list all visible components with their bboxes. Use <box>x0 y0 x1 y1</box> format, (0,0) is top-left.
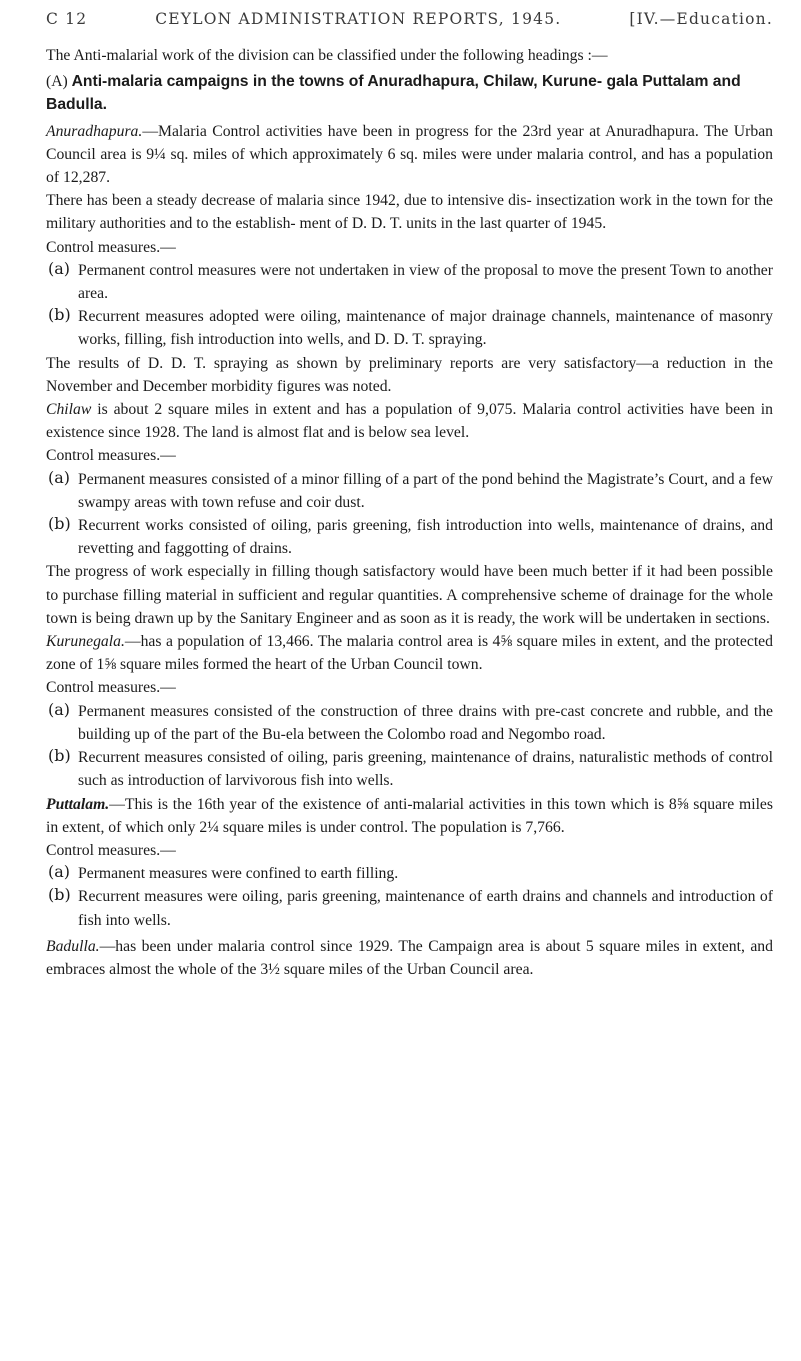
list-item <box>46 862 773 885</box>
section-label: [IV.—Education. <box>629 10 773 28</box>
heading-text: Anti-malaria campaigns in the towns of Anuradhapura, Chilaw, Kurune- gala Puttalam and Badulla. <box>46 73 741 114</box>
item-marker: (b) <box>48 305 71 325</box>
intro-paragraph: The Anti-malarial work of the division can be classified under the following headings :— <box>46 47 608 64</box>
list-item <box>46 700 773 746</box>
anuradhapura-paragraph-2: There has been a steady decrease of malaria since 1942, due to intensive dis- insectization work in the town for the military authorities and to the establish- ment of D. D. T. units in the last quarter of 1945. <box>46 192 773 233</box>
kurunegala-paragraph-1 <box>46 630 773 676</box>
item-marker: (a) <box>48 258 71 278</box>
town-name-chilaw: Chilaw <box>46 401 92 419</box>
item-text: Recurrent works consisted of oiling, paris greening, fish introduction into wells, maintenance of drains, and revetting and faggotting of drains. <box>78 517 773 558</box>
badulla-paragraph-1 <box>46 935 773 981</box>
paragraph-text: is about 2 square miles in extent and has a population of 9,075. Malaria control activities have been in existence since 1928. The land is almost flat and is below sea level. <box>46 401 773 442</box>
list-item <box>46 746 773 792</box>
list-item <box>46 468 773 514</box>
item-marker: (b) <box>48 746 71 766</box>
item-text: Permanent measures consisted of a minor filling of a part of the pond behind the Magistrate’s Court, and a few swampy areas with town refuse and coir dust. <box>78 470 773 511</box>
anuradhapura-paragraph-1 <box>46 120 773 190</box>
item-marker: (b) <box>48 514 71 534</box>
section-heading-a <box>46 70 773 116</box>
item-text: Recurrent measures consisted of oiling, paris greening, maintenance of drains, naturalistic methods of control such as introduction of larvivorous fish into wells. <box>78 749 773 790</box>
report-title: CEYLON ADMINISTRATION REPORTS, 1945. <box>155 10 562 28</box>
item-text: Recurrent measures were oiling, paris greening, maintenance of earth drains and channels and introduction of fish into wells. <box>78 888 773 929</box>
list-item <box>46 514 773 560</box>
running-header <box>46 0 773 44</box>
chilaw-paragraph-1 <box>46 398 773 444</box>
paragraph-text: —has been under malaria control since 1929. The Campaign area is about 5 square miles in extent, and embraces almost the whole of the 3½ square miles of the Urban Council area. <box>46 937 773 978</box>
anuradhapura-paragraph-3: The results of D. D. T. spraying as shown by preliminary reports are very satisfactory—a reduction in the November and December morbidity figures was noted. <box>46 354 773 395</box>
list-item <box>46 885 773 931</box>
paragraph-text: —has a population of 13,466. The malaria control area is 4⅝ square miles in extent, and the protected zone of 1⅝ square miles formed the heart of the Urban Council town. <box>46 633 773 674</box>
item-marker: (a) <box>48 467 71 487</box>
paragraph-text: —This is the 16th year of the existence of anti-malarial activities in this town which is 8⅝ square miles in extent, of which only 2¼ square miles is under control. The population is 7,766. <box>46 795 773 836</box>
paragraph-text: —Malaria Control activities have been in progress for the 23rd year at Anuradhapura. The Urban Council area is 9¼ sq. miles of which approximately 6 sq. miles were under malaria control, and has a population of 12,287. <box>46 122 773 187</box>
item-text: Permanent measures were confined to earth filling. <box>78 865 399 883</box>
item-text: Permanent control measures were not undertaken in view of the proposal to move the present Town to another area. <box>78 261 773 303</box>
item-marker: (a) <box>48 699 71 719</box>
list-item <box>46 259 773 305</box>
heading-label: (A) <box>46 73 68 91</box>
page-reference: C 12 <box>46 10 88 28</box>
town-name-badulla: Badulla. <box>46 937 100 955</box>
town-name-anuradhapura: Anuradhapura. <box>46 122 143 140</box>
town-name-puttalam: Puttalam. <box>46 795 110 813</box>
puttalam-paragraph-1 <box>46 793 773 839</box>
chilaw-paragraph-2: The progress of work especially in filling though satisfactory would have been much better if it had been possible to purchase filling material in sufficient and regular quantities. A comprehensive scheme of drainage for the whole town is being drawn up by the Sanitary Engineer and as soon as it is ready, the work will be undertaken in sections. <box>46 563 773 627</box>
list-item <box>46 305 773 351</box>
item-text: Recurrent measures adopted were oiling, maintenance of major drainage channels, maintenance of masonry works, filling, fish introduction into wells, and D. D. T. spraying. <box>78 308 773 349</box>
item-text: Permanent measures consisted of the construction of three drains with pre-cast concrete and rubble, and the building up of the part of the Bu-ela between the Colombo road and Negombo road. <box>78 702 773 743</box>
control-measures-label: Control measures.— <box>46 447 176 465</box>
item-marker: (a) <box>48 862 71 882</box>
control-measures-label: Control measures.— <box>46 679 176 697</box>
item-marker: (b) <box>48 885 71 905</box>
town-name-kurunegala: Kurunegala. <box>46 633 125 651</box>
control-measures-label: Control measures.— <box>46 841 176 859</box>
control-measures-label: Control measures.— <box>46 238 176 256</box>
